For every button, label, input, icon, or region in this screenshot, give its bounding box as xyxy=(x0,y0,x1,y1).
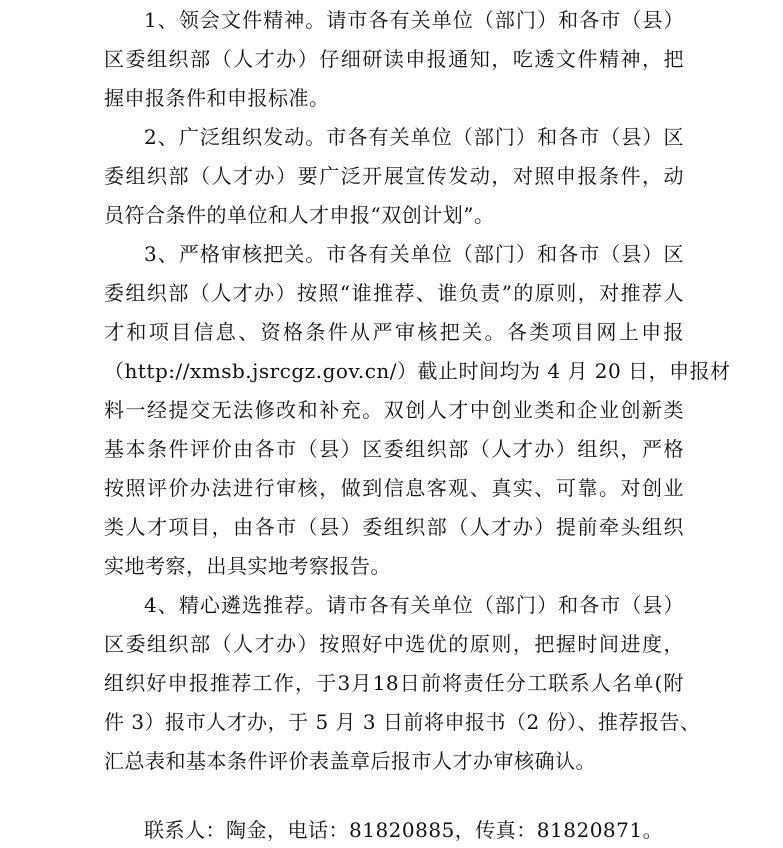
paragraph-1-line-3: 握申报条件和申报标准。 xyxy=(104,86,330,110)
contact-info: 联系人：陶金，电话：81820885，传真：81820871。 xyxy=(144,818,664,842)
paragraph-4-line-5: 汇总表和基本条件评价表盖章后报市人才办审核确认。 xyxy=(104,749,596,773)
paragraph-3-line-7: 按照评价办法进行审核，做到信息客观、真实、可靠。对创业 xyxy=(104,476,684,500)
paragraph-3-line-8: 类人才项目，由各市（县）委组织部（人才办）提前牵头组织 xyxy=(104,515,684,539)
paragraph-2-line-3: 员符合条件的单位和人才申报“双创计划”。 xyxy=(104,203,495,227)
paragraph-4-line-2: 区委组织部（人才办）按照好中选优的原则，把握时间进度， xyxy=(104,632,684,656)
paragraph-4-line-4: 件 3）报市人才办，于 5 月 3 日前将申报书（2 份）、推荐报告、 xyxy=(104,710,701,734)
paragraph-2-line-2: 委组织部（人才办）要广泛开展宣传发动，对照申报条件，动 xyxy=(104,164,684,188)
paragraph-3-line-2: 委组织部（人才办）按照“谁推荐、谁负责”的原则，对推荐人 xyxy=(104,281,684,305)
paragraph-2-line-1: 2、广泛组织发动。市各有关单位（部门）和各市（县）区 xyxy=(144,125,684,149)
paragraph-3-line-1: 3、严格审核把关。市各有关单位（部门）和各市（县）区 xyxy=(144,242,684,266)
paragraph-3-line-9: 实地考察，出具实地考察报告。 xyxy=(104,554,391,578)
paragraph-3-line-5: 料一经提交无法修改和补充。双创人才中创业类和企业创新类 xyxy=(104,398,684,422)
paragraph-4-line-3: 组织好申报推荐工作，于3月18日前将责任分工联系人名单(附 xyxy=(104,671,684,695)
paragraph-1-line-1: 1、领会文件精神。请市各有关单位（部门）和各市（县） xyxy=(144,8,684,32)
paragraph-3-line-3: 才和项目信息、资格条件从严审核把关。各类项目网上申报 xyxy=(104,320,684,344)
paragraph-1-line-2: 区委组织部（人才办）仔细研读申报通知，吃透文件精神，把 xyxy=(104,47,684,71)
paragraph-3-line-6: 基本条件评价由各市（县）区委组织部（人才办）组织，严格 xyxy=(104,437,684,461)
paragraph-4-line-1: 4、精心遴选推荐。请市各有关单位（部门）和各市（县） xyxy=(144,593,684,617)
paragraph-3-line-4: （http://xmsb.jsrcgz.gov.cn/）截止时间均为 4 月 20 日，申报材 xyxy=(104,359,731,383)
